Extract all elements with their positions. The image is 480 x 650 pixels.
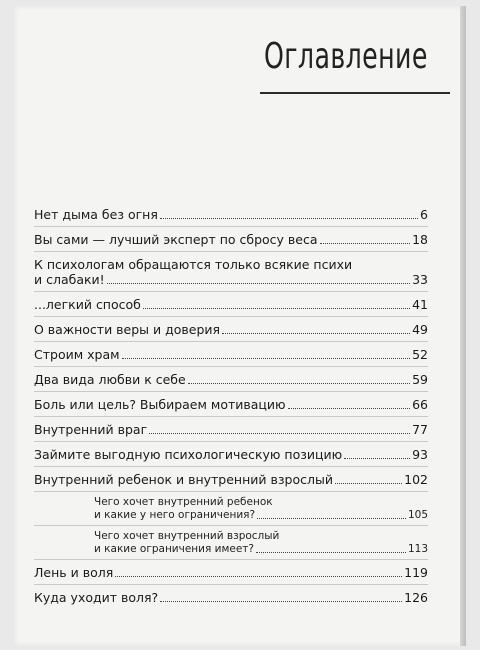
toc-entry-page: 126 [404, 590, 428, 605]
toc-entry-page: 41 [412, 297, 428, 312]
toc-entry-page: 93 [412, 447, 428, 462]
toc-entry[interactable] [34, 416, 428, 441]
toc-entry[interactable] [34, 316, 428, 341]
toc-entry-title: Лень и воля [34, 565, 114, 580]
toc-entry[interactable] [34, 466, 428, 491]
toc-entry[interactable] [34, 366, 428, 391]
toc-entry-page: 66 [412, 397, 428, 412]
toc-entry-title: Вы сами — лучший эксперт по сбросу веса [34, 232, 318, 247]
toc-entry-title: О важности веры и доверия [34, 322, 221, 337]
toc-entry-title: Боль или цель? Выбираем мотивацию [34, 397, 286, 412]
leader-dots [188, 382, 410, 384]
toc-entry-title: Внутренний враг [34, 422, 148, 437]
page-title: Оглавление [264, 36, 428, 77]
toc-entry-title: ...легкий способ [34, 297, 141, 312]
toc-subentry[interactable] [34, 525, 428, 559]
toc-entry-title: Внутренний ребенок и внутренний взрослый [34, 472, 333, 487]
toc-entry-page: 49 [412, 322, 428, 337]
leader-dots [257, 517, 406, 519]
toc-entry[interactable] [34, 441, 428, 466]
toc-subentry-page: 105 [407, 509, 428, 521]
toc-entry-title: Строим храм [34, 347, 120, 362]
toc-entry[interactable] [34, 341, 428, 366]
title-underline [260, 92, 450, 94]
toc-entry-page: 102 [404, 472, 428, 487]
leader-dots [344, 457, 410, 459]
table-of-contents [34, 202, 428, 609]
leader-dots [335, 482, 402, 484]
leader-dots [149, 432, 410, 434]
toc-entry[interactable] [34, 226, 428, 251]
toc-entry-page: 18 [412, 232, 428, 247]
leader-dots [320, 242, 411, 244]
toc-entry-title-line2: и слабаки! [34, 272, 105, 287]
leader-dots [288, 407, 411, 409]
toc-subentry-title-line1: Чего хочет внутренний взрослый [94, 530, 280, 542]
toc-entry[interactable] [34, 251, 428, 291]
toc-entry-title: Два вида любви к себе [34, 372, 186, 387]
page-spine-edge [460, 6, 466, 646]
toc-entry[interactable] [34, 559, 428, 584]
toc-entry-title: Нет дыма без огня [34, 207, 158, 222]
toc-entry-title-line1: К психологам обращаются только всякие психи [34, 257, 353, 272]
leader-dots [115, 575, 402, 577]
toc-entry-page: 33 [412, 272, 428, 287]
toc-entry[interactable] [34, 202, 428, 226]
leader-dots [160, 217, 418, 219]
toc-subentry-title-line1: Чего хочет внутренний ребенок [94, 496, 273, 508]
leader-dots [143, 307, 410, 309]
toc-entry-page: 119 [404, 565, 428, 580]
toc-subentry-page: 113 [407, 543, 428, 555]
toc-entry-page: 59 [412, 372, 428, 387]
toc-entry-title: Займите выгодную психологическую позицию [34, 447, 343, 462]
leader-dots [122, 357, 411, 359]
toc-entry[interactable] [34, 291, 428, 316]
toc-entry-page: 52 [412, 347, 428, 362]
toc-subentry[interactable] [34, 491, 428, 525]
toc-subentry-title-line2: и какие у него ограничения? [94, 509, 256, 521]
toc-entry[interactable] [34, 391, 428, 416]
toc-entry-page: 6 [420, 207, 428, 222]
toc-entry-page: 77 [412, 422, 428, 437]
toc-entry[interactable] [34, 584, 428, 609]
leader-dots [107, 282, 410, 284]
leader-dots [222, 332, 410, 334]
leader-dots [160, 600, 402, 602]
leader-dots [256, 551, 406, 553]
toc-entry-title: Куда уходит воля? [34, 590, 159, 605]
book-page [14, 6, 466, 646]
toc-subentry-title-line2: и какие ограничения имеет? [94, 543, 254, 555]
